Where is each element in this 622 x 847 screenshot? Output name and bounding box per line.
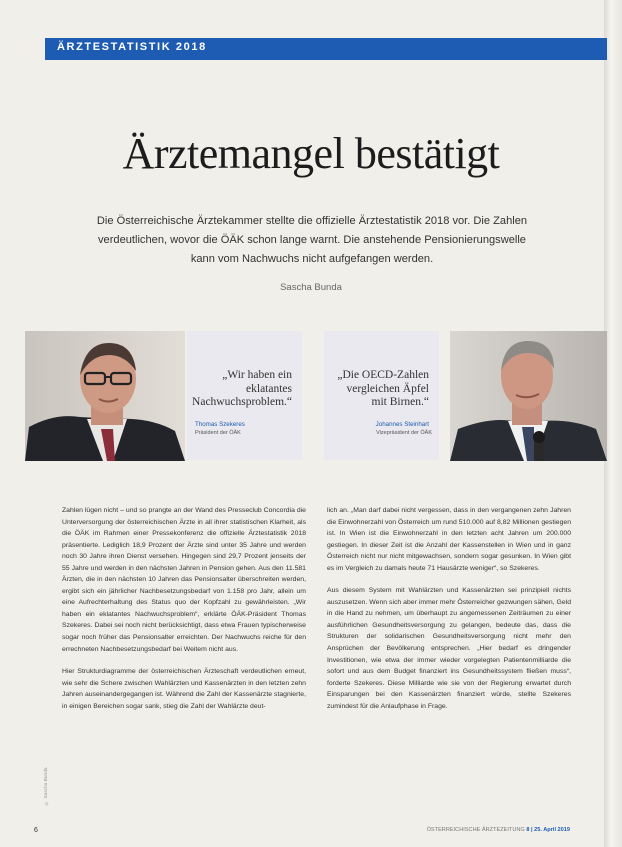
issue-date: 8 | 25. April 2019 bbox=[526, 827, 570, 833]
body-column-right bbox=[327, 505, 571, 723]
quote-box-left bbox=[187, 331, 302, 460]
article-headline: Ärztemangel bestätigt bbox=[122, 129, 500, 178]
page-number: 6 bbox=[34, 827, 38, 834]
section-header-bar bbox=[45, 38, 607, 60]
body-column-left bbox=[62, 505, 306, 723]
footer-publication bbox=[427, 827, 570, 833]
body-paragraph: Zahlen lügen nicht – und so prangte an der Wand des Presseclub Concordia die Unterversorgung der österreichischen Ärzte in all ihrer statistischen Klarheit, als die ÖÄK im Rahmen einer Pressekonferenz die offizielle Ärztestatistik 2018 präsentierte. Lediglich 18,9 Prozent der Ärzte sind unter 35 Jahre und werden noch 30 Jahre ihren Dienst versehen. Hingegen sind 29,7 Prozent jenseits der 55 Jahre und werden in den nächsten Jahren in Pension gehen. Aus den 11.581 Ärzten, die in den nächsten 10 Jahren das Pensionsalter überschreiten werden, ergibt sich ein jährlicher Nachbesetzungsbedarf von 1.158 pro Jahr, allein um eine Aufrechterhaltung des Status quo der Kopfzahl zu gewährleisten. „Wir haben ein eklatantes Nachwuchsproblem“, erklärte ÖÄK-Präsident Thomas Szekeres. Dabei sei noch nicht berücksichtigt, dass etwa Frauen typischerweise sogar noch früher das Pensionsalter erreichten. Der Nachwuchs reiche für den errechneten Nachbesetzungsbedarf bei Weitem nicht aus. bbox=[62, 507, 306, 653]
quote-role-left: Präsident der ÖÄK bbox=[195, 430, 241, 436]
article-author: Sascha Bunda bbox=[280, 282, 342, 293]
article-lead: Die Österreichische Ärztekammer stellte die offizielle Ärztestatistik 2018 vor. Die Zahlen verdeutlichen, wovor die ÖÄK schon lange warnt. Die anstehende Pensionierungswelle kann vom Nachwuchs nicht aufgefangen werden. bbox=[96, 215, 528, 265]
quote-text-left: „Wir haben ein eklatantes Nachwuchsproblem.“ bbox=[192, 369, 292, 408]
portrait-photo-right bbox=[450, 331, 607, 461]
quote-box-right bbox=[324, 331, 439, 460]
photo-credit: © Sascha Bunda bbox=[44, 767, 49, 805]
quote-role-right: Vizepräsident der ÖÄK bbox=[376, 430, 432, 436]
portrait-photo-left bbox=[25, 331, 185, 461]
quote-text-right: „Die OECD-Zahlen vergleichen Äpfel mit Birnen.“ bbox=[337, 369, 429, 408]
quote-name-left: Thomas Szekeres bbox=[195, 421, 245, 428]
section-label: ÄRZTESTATISTIK 2018 bbox=[57, 41, 207, 53]
body-paragraph: lich an. „Man darf dabei nicht vergessen, dass in den vergangenen zehn Jahren die Einwohnerzahl von Österreich um rund 510.000 auf 8,82 Millionen gestiegen ist. In Wien ist die Einwohnerzahl in den letzten acht Jahren um 200.000 gestiegen. In dieser Zeit ist die Anzahl der Kassenstellen in Wien und in ganz Österreich nicht nur nicht mitgewachsen, sondern sogar gesunken. In Wien gibt es im Vergleich zu damals heute 71 Hausärzte weniger“, so Szekeres. bbox=[327, 507, 571, 572]
publication-name: ÖSTERREICHISCHE ÄRZTEZEITUNG bbox=[426, 827, 527, 833]
body-paragraph: Aus diesem System mit Wahlärzten und Kassenärzten sei prinzipiell nichts auszusetzen. Wenn sich aber immer mehr Österreicher gezwungen sähen, Geld in die Hand zu nehmen, um überhaupt zu angemessenen Zeiträumen zu einer ausführlichen Gesundheitsversorgung zu gelangen, bedeute das, dass die Strukturen der solidarischen Gesundheitsversorgung nicht mehr den Ansprüchen der Bevölkerung entsprechen. „Hier bedarf es dringender Investitionen, wie etwa der immer wieder vorgelegten Patientenmilliarde die sofort und aus dem Budget finanziert ins Gesundheitssystem fließen muss“, forderte Szekeres. Diese Milliarde wie sie von der Regierung erwartet durch Einsparungen bei den Kassenärzten finanziert würde, stellte Szekeres zumindest für die Anlaufphase in Frage. bbox=[327, 587, 571, 710]
quote-name-right: Johannes Steinhart bbox=[375, 421, 429, 428]
body-paragraph: Hier Strukturdiagramme der österreichischen Ärzteschaft verdeutlichen erneut, wie sehr die Schere zwischen Wahlärzten und Kassenärzten in den letzten zehn Jahren auseinandergegangen ist. Während die Zahl der Kassenärzte stagnierte, in einigen Bereichen sogar sank, stieg die Zahl der Wahlärzte deut- bbox=[62, 668, 306, 710]
